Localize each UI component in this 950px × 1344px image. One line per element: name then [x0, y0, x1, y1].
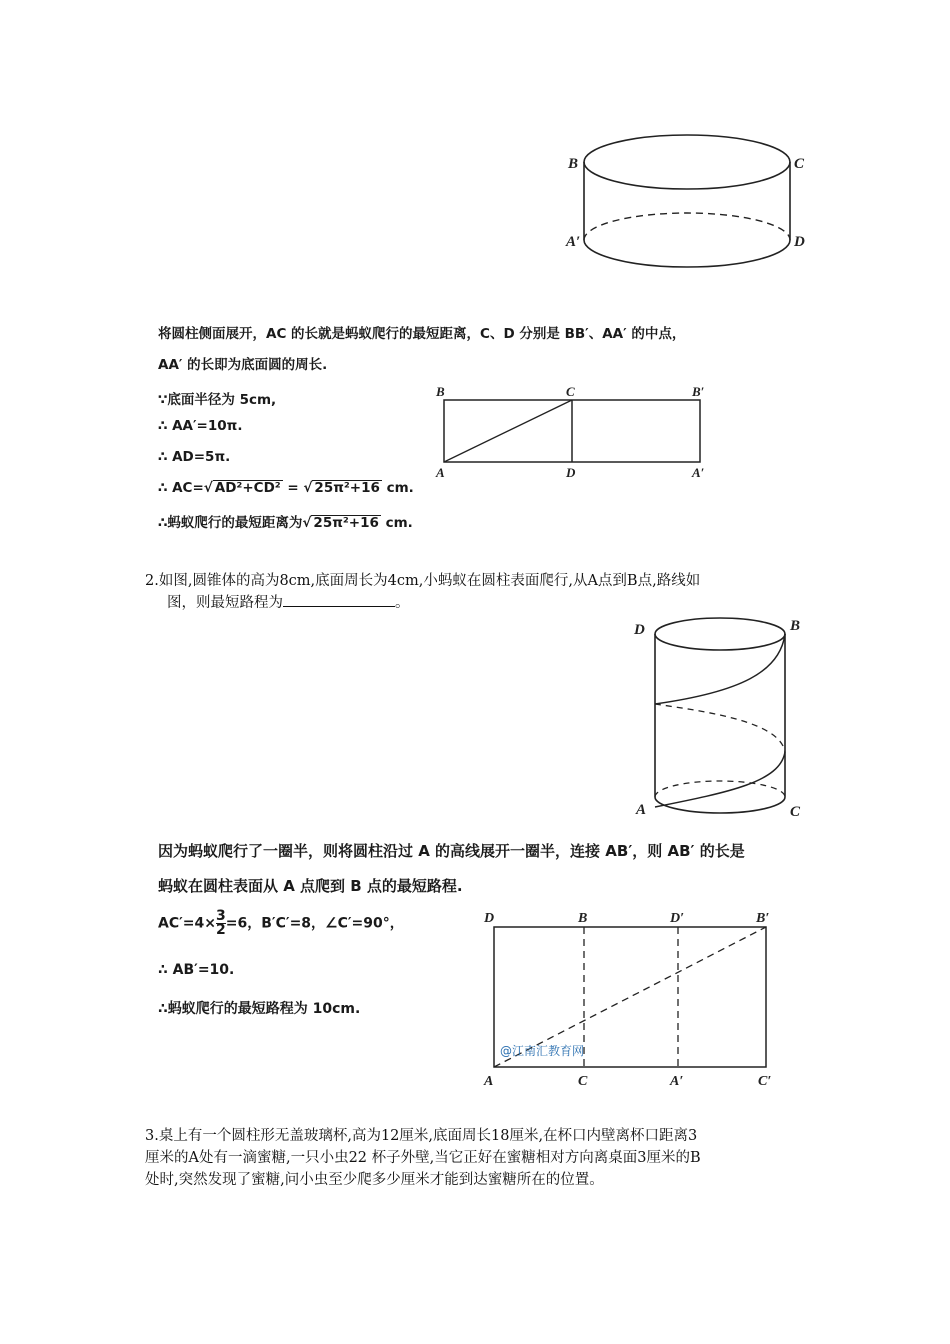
sqrt-sign: √	[203, 480, 213, 496]
question2-line2	[145, 592, 825, 614]
watermark: @江南汇教育网	[500, 1044, 585, 1058]
label-c: C	[794, 156, 805, 172]
question3-line1: 3.桌上有一个圆柱形无盖玻璃杯,高为12厘米,底面周长18厘米,在杯口内壁离杯口距离3	[145, 1128, 698, 1144]
step4-root2: 25π²+16	[314, 480, 380, 496]
step4-prefix: ∴ AC=	[158, 480, 204, 496]
sqrt-sign: √	[303, 480, 313, 496]
solution2-step2: ∴ AB′=10.	[158, 962, 235, 978]
label-a: A	[636, 802, 647, 818]
question3-line2: 厘米的A处有一滴蜜糖,一只小虫22 杯子外壁,当它正好在蜜糖相对方向离桌面3厘米的B	[145, 1150, 701, 1166]
question3-line3: 处时,突然发现了蜜糖,问小虫至少爬多少厘米才能到达蜜糖所在的位置。	[145, 1172, 604, 1188]
solution1-line2: AA′ 的长即为底面圆的周长.	[158, 357, 328, 373]
fraction-denominator: 2	[216, 922, 226, 938]
fraction-numerator: 3	[216, 908, 226, 924]
label-b-prime: B′	[756, 911, 770, 926]
step5-prefix: ∴蚂蚁爬行的最短距离为	[158, 515, 303, 531]
label-a-prime: A′	[692, 465, 705, 480]
question2-line2-prefix: 图，则最短路程为	[167, 595, 283, 611]
figure-cylinder-1	[560, 130, 810, 280]
solution2-line2: 蚂蚁在圆柱表面从 A 点爬到 B 点的最短路程.	[158, 877, 463, 895]
label-c: C	[790, 804, 801, 820]
step5-unit: cm.	[380, 515, 413, 531]
solution1-step2: ∴ AA′=10π.	[158, 418, 243, 434]
step1-suffix: =6，B′C′=8，∠C′=90°，	[225, 915, 404, 932]
solution1-step4	[158, 480, 414, 496]
label-c-prime: C′	[758, 1074, 772, 1089]
sqrt-sign: √	[302, 515, 312, 531]
question3	[145, 1125, 835, 1191]
label-d: D	[794, 234, 805, 250]
step4-unit: cm.	[381, 480, 414, 496]
label-a: A	[436, 465, 445, 480]
label-d: D	[634, 622, 645, 638]
label-a-prime: A′	[566, 234, 581, 250]
label-d: D	[566, 465, 576, 480]
solution1-step3: ∴ AD=5π.	[158, 449, 231, 465]
label-d: D	[484, 911, 495, 926]
answer-blank	[283, 592, 395, 607]
solution2-step1	[158, 910, 404, 937]
label-d-prime: D′	[670, 911, 685, 926]
question2-line1: 2.如图,圆锥体的高为8cm,底面周长为4cm,小蚂蚁在圆柱表面爬行,从A点到B点,路线如	[145, 573, 701, 589]
label-b: B	[568, 156, 579, 172]
step4-eq: =	[282, 480, 304, 496]
label-b: B	[436, 384, 445, 399]
solution2-step3: ∴蚂蚁爬行的最短路程为 10cm.	[158, 1001, 361, 1017]
step5-root: 25π²+16	[313, 515, 379, 531]
question2-line2-suffix: 。	[395, 595, 410, 611]
fraction	[216, 910, 226, 937]
solution1-step1: ∵底面半径为 5cm,	[158, 392, 277, 408]
solution1-step5	[158, 511, 413, 531]
label-a-prime: A′	[670, 1074, 684, 1089]
figure-cylinder-2	[630, 612, 810, 822]
label-c: C	[566, 384, 575, 399]
label-b: B	[790, 618, 801, 634]
label-a: A	[484, 1074, 494, 1089]
label-c: C	[578, 1074, 588, 1089]
label-b-prime: B′	[692, 384, 705, 399]
step4-root1: AD²+CD²	[214, 480, 281, 496]
step1-prefix: AC′=4×	[158, 915, 217, 932]
figure-unrolled-1	[430, 382, 720, 482]
question2	[145, 570, 825, 614]
figure-unrolled-2	[480, 905, 780, 1095]
label-b: B	[578, 911, 588, 926]
solution1-line1: 将圆柱侧面展开，AC 的长就是蚂蚁爬行的最短距离，C、D 分别是 BB′、AA′ 的中点，	[158, 326, 686, 342]
solution2-line1: 因为蚂蚁爬行了一圈半，则将圆柱沿过 A 的高线展开一圈半，连接 AB′，则 AB′ 的长是	[158, 842, 745, 860]
